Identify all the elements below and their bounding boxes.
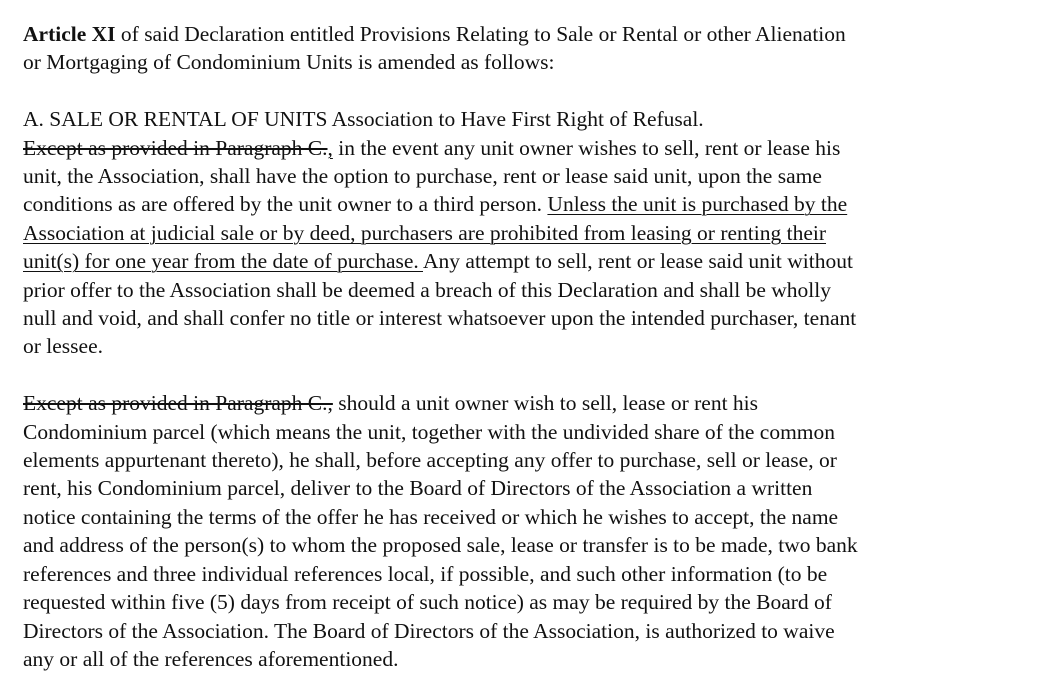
intro-line-1 [23, 20, 1023, 48]
para2-line-5: notice containing the terms of the offer he has received or which he wishes to accept, the name [23, 504, 839, 529]
struck-text: Except as provided in Paragraph C., [23, 391, 333, 416]
inserted-text: unit(s) for one year from the date of purchase. [23, 249, 423, 274]
para2-line-9: Directors of the Association. The Board of Directors of the Association, is authorized to waive [23, 618, 835, 643]
para2-line-10: any or all of the references aforementioned. [23, 646, 399, 671]
intro-line-2: or Mortgaging of Condominium Units is amended as follows: [23, 50, 555, 75]
intro-paragraph [23, 20, 1023, 77]
section-a-line-5-text: Any attempt to sell, rent or lease said unit without [423, 249, 853, 274]
intro-line-1-text: of said Declaration entitled Provisions Relating to Sale or Rental or other Alienation [115, 22, 846, 46]
section-a-line-5 [23, 247, 1023, 275]
section-a-line-1 [23, 134, 1023, 162]
para2-line-1-text: should a unit owner wish to sell, lease or rent his [332, 391, 759, 416]
paragraph-gap [23, 361, 1023, 389]
section-a-line-6: prior offer to the Association shall be deemed a breach of this Declaration and shall be wholly [23, 277, 831, 302]
section-a-line-2: unit, the Association, shall have the option to purchase, rent or lease said unit, upon the same [23, 164, 822, 189]
para2-line-2: Condominium parcel (which means the unit, together with the undivided share of the common [23, 419, 836, 444]
section-a-line-7: null and void, and shall confer no title or interest whatsoever upon the intended purchaser, tenant [23, 306, 857, 331]
inserted-text: Association at judicial sale or by deed, purchasers are prohibited from leasing or renting their [23, 220, 827, 245]
second-paragraph [23, 389, 1023, 673]
section-a-line-8: or lessee. [23, 334, 103, 359]
document-page [23, 20, 1023, 673]
para2-line-8: requested within five (5) days from receipt of such notice) as may be required by the Board of [23, 590, 832, 615]
section-a-heading: A. SALE OR RENTAL OF UNITS Association to Have First Right of Refusal. [23, 107, 704, 132]
article-label: Article XI [23, 22, 116, 46]
para2-line-3: elements appurtenant thereto), he shall, before accepting any offer to purchase, sell or lease, or [23, 448, 837, 473]
struck-text: Except as provided in Paragraph C. [23, 135, 328, 160]
para2-line-7: references and three individual references local, if possible, and such other information (to be [23, 561, 828, 586]
para2-line-4: rent, his Condominium parcel, deliver to the Board of Directors of the Association a written [23, 476, 813, 501]
section-a-line-4 [23, 219, 1023, 247]
paragraph-gap [23, 77, 1023, 105]
section-a-line-1-text: in the event any unit owner wishes to sell, rent or lease his [332, 135, 841, 160]
inserted-text: , [327, 135, 333, 160]
para2-line-6: and address of the person(s) to whom the proposed sale, lease or transfer is to be made, two bank [23, 533, 858, 558]
section-a-line-3-text: conditions as are offered by the unit owner to a third person. [23, 192, 548, 217]
inserted-text: Unless the unit is purchased by the [547, 192, 848, 217]
section-a-line-3 [23, 190, 1023, 218]
para2-line-1 [23, 389, 1023, 417]
section-a-paragraph [23, 105, 1023, 361]
